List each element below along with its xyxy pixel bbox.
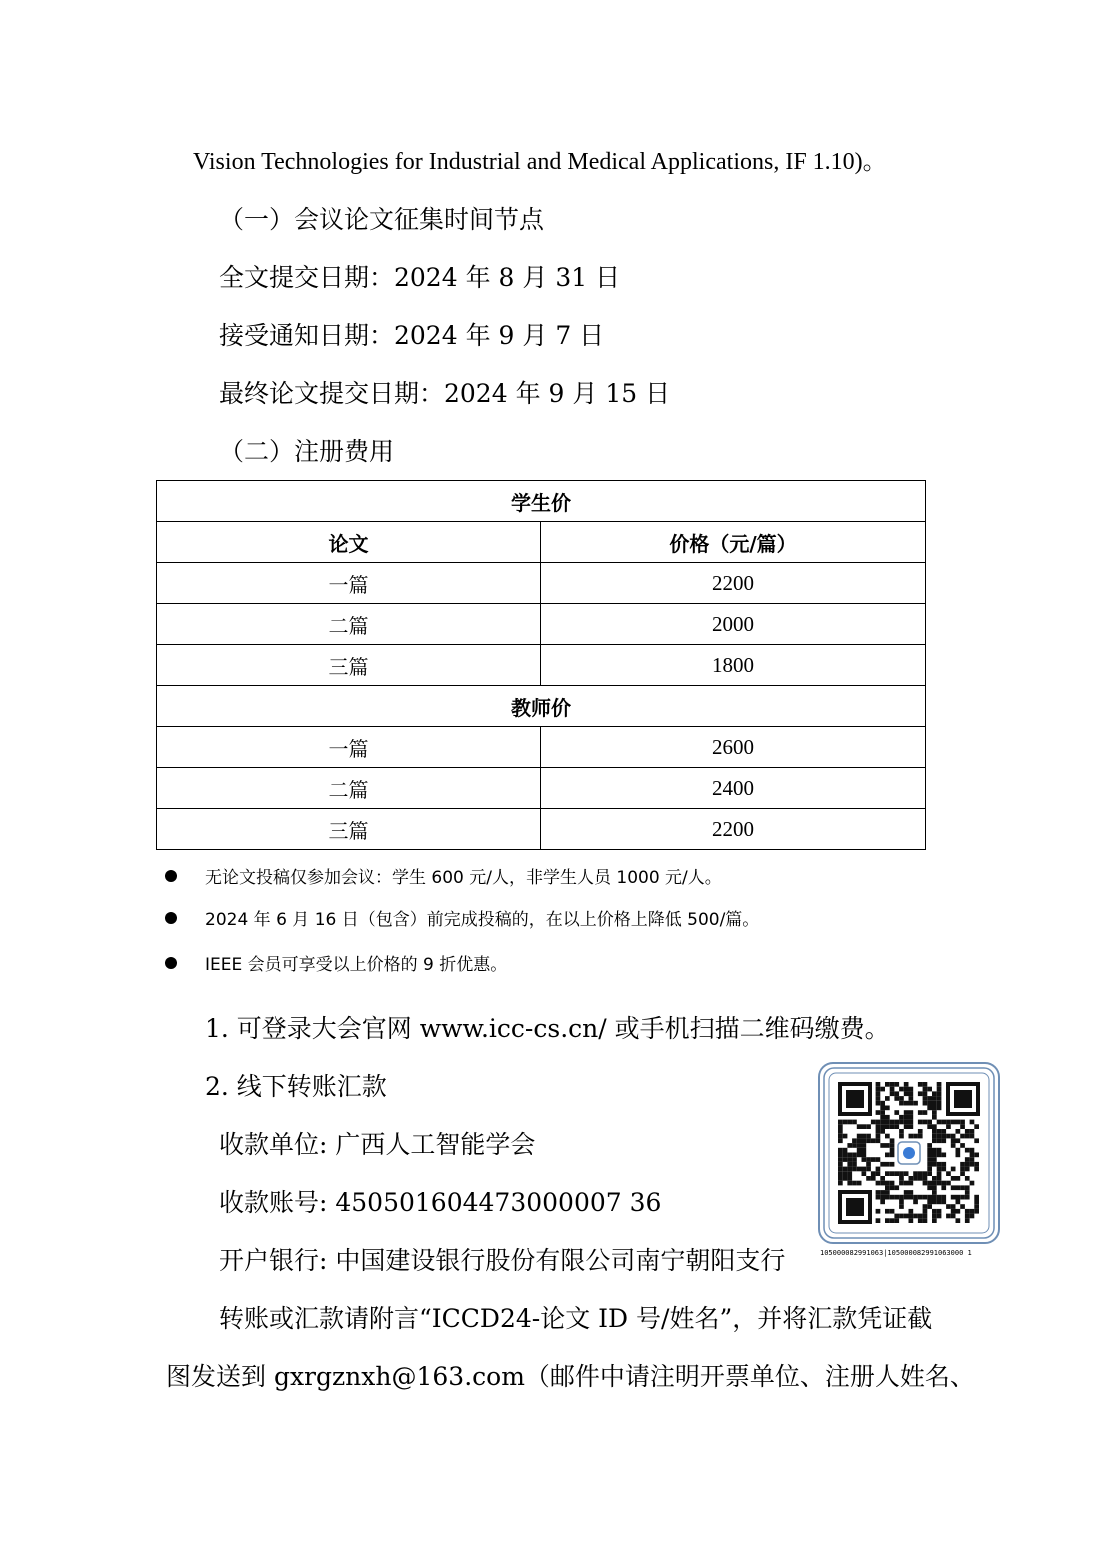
table-cell-price: 1800: [541, 645, 926, 686]
column-header-price: 价格（元/篇）: [541, 522, 926, 563]
bullet-dot-icon: [165, 957, 177, 969]
bullet-text: 2024 年 6 月 16 日（包含）前完成投稿的，在以上价格上降低 500/篇。: [205, 910, 760, 930]
registration-fee-table: [156, 480, 926, 850]
student-price-title: 学生价: [157, 481, 926, 522]
table-cell-paper: 三篇: [157, 809, 541, 850]
transfer-note-line-1: 转账或汇款请附言“ICCD24-论文 ID 号/姓名”，并将汇款凭证截: [219, 1304, 933, 1333]
bullet-item-early-discount: [165, 908, 759, 932]
payment-qr-code-icon[interactable]: [818, 1062, 1000, 1244]
table-cell-price: 2600: [541, 727, 926, 768]
bullet-text: 无论文投稿仅参加会议：学生 600 元/人，非学生人员 1000 元/人。: [205, 868, 722, 888]
table-row: [157, 727, 926, 768]
table-row: [157, 809, 926, 850]
bank-name: 开户银行: 中国建设银行股份有限公司南宁朝阳支行: [219, 1246, 786, 1275]
table-cell-paper: 二篇: [157, 604, 541, 645]
table-header-row: [157, 522, 926, 563]
bullet-dot-icon: [165, 870, 177, 882]
table-row: [157, 604, 926, 645]
table-cell-price: 2200: [541, 809, 926, 850]
account-number: 收款账号: 450501604473000007 36: [219, 1188, 662, 1217]
bullet-item-attendance-only: [165, 866, 722, 890]
deadline-full-paper: 全文提交日期：2024 年 8 月 31 日: [219, 263, 621, 292]
section-heading-deadlines: （一）会议论文征集时间节点: [219, 205, 545, 234]
bullet-item-ieee-discount: [165, 953, 507, 977]
payment-option-online: 1. 可登录大会官网 www.icc-cs.cn/ 或手机扫描二维码缴费。: [205, 1014, 890, 1043]
column-header-paper: 论文: [157, 522, 541, 563]
receiver-name: 收款单位: 广西人工智能学会: [219, 1130, 536, 1159]
table-row: [157, 481, 926, 522]
table-row: [157, 768, 926, 809]
teacher-price-title: 教师价: [157, 686, 926, 727]
table-row: [157, 563, 926, 604]
payment-option-transfer: 2. 线下转账汇款: [205, 1072, 387, 1101]
table-row: [157, 686, 926, 727]
table-row: [157, 645, 926, 686]
intro-text: Vision Technologies for Industrial and Medical Applications, IF 1.10)。: [193, 149, 887, 175]
table-cell-paper: 一篇: [157, 563, 541, 604]
section-heading-fees: （二）注册费用: [219, 437, 395, 466]
transfer-note-line-2: 图发送到 gxrgznxh@163.com（邮件中请注明开票单位、注册人姓名、: [166, 1362, 975, 1391]
table-cell-paper: 一篇: [157, 727, 541, 768]
table-cell-price: 2200: [541, 563, 926, 604]
table-cell-price: 2400: [541, 768, 926, 809]
qr-caption: 105000082991063|105000082991063000 1: [820, 1249, 972, 1257]
table-cell-paper: 三篇: [157, 645, 541, 686]
deadline-acceptance: 接受通知日期：2024 年 9 月 7 日: [219, 321, 605, 350]
table-cell-paper: 二篇: [157, 768, 541, 809]
table-cell-price: 2000: [541, 604, 926, 645]
deadline-final-paper: 最终论文提交日期：2024 年 9 月 15 日: [219, 379, 671, 408]
bullet-dot-icon: [165, 912, 177, 924]
bullet-text: IEEE 会员可享受以上价格的 9 折优惠。: [205, 955, 508, 975]
